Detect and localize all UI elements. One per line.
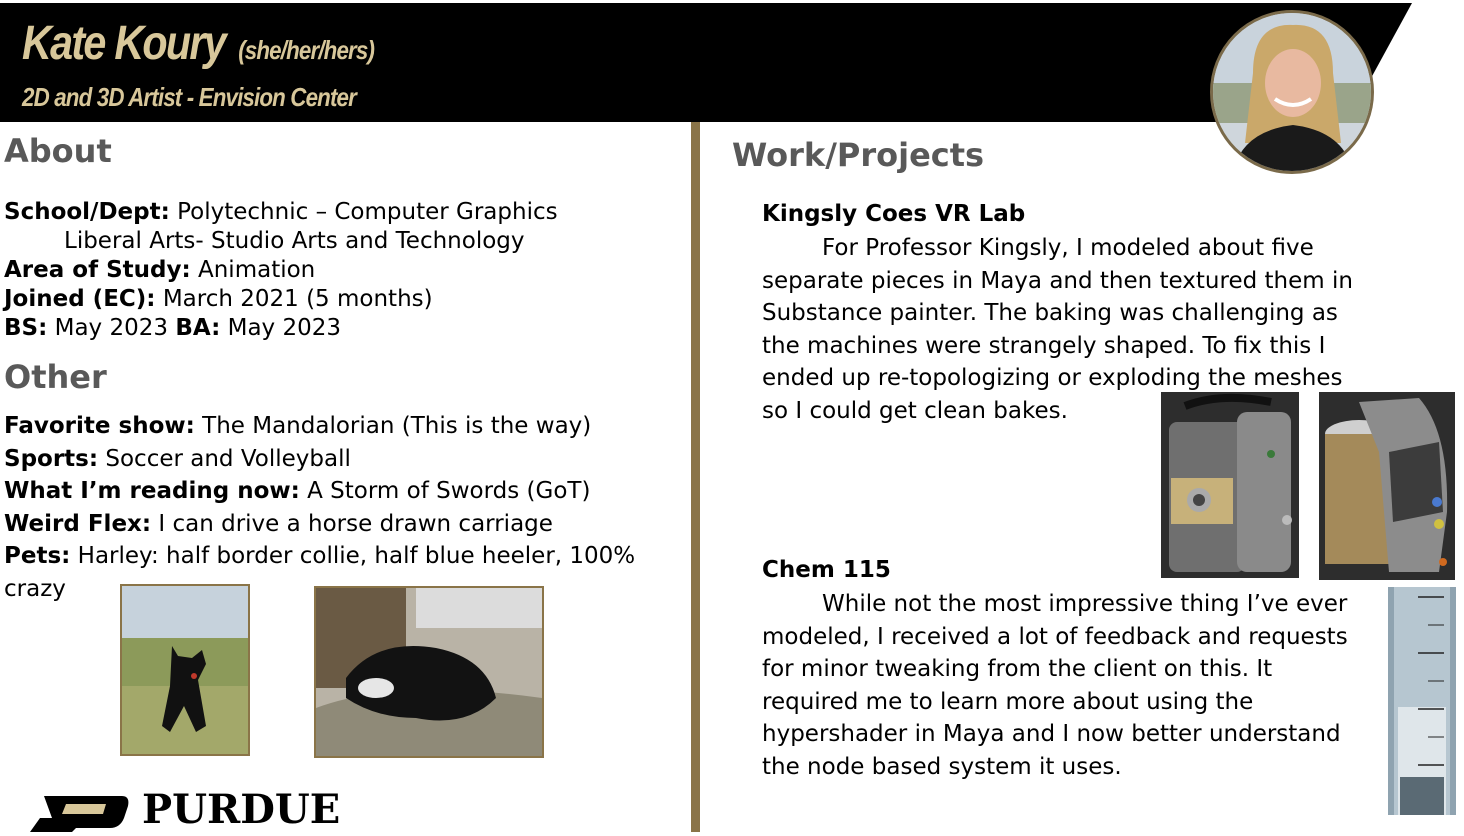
pets-value: Harley: half border collie, half blue heeler, 100% — [77, 543, 636, 569]
project-description-chem: While not the most impressive thing I’ve ever modeled, I received a lot of feedback and requests for minor tweaking from the client on this. It required me to learn more about using the hypershader in Maya and I now better understand the node based system it uses. — [762, 591, 1348, 780]
flex-line — [4, 510, 553, 539]
degree-line — [4, 314, 341, 343]
person-name — [22, 16, 374, 71]
project-description-kingsly: For Professor Kingsly, I modeled about five separate pieces in Maya and then textured them in Substance painter. The baking was challenging as the machines were strangely shaped. To fix this I ended up re-topologizing or exploding the meshes so I could get clean bakes. — [762, 235, 1353, 424]
area-label: Area of Study: — [4, 257, 191, 283]
dog-photo-field-image — [122, 586, 248, 754]
role-title: 2D and 3D Artist - Envision Center — [22, 82, 356, 112]
area-line — [4, 256, 315, 285]
project-title-kingsly: Kingsly Coes VR Lab — [762, 201, 1026, 227]
work-heading: Work/Projects — [732, 136, 985, 174]
sports-label: Sports: — [4, 446, 99, 472]
machine-render-1-image — [1161, 392, 1299, 578]
flex-label: Weird Flex: — [4, 511, 152, 537]
column-divider — [691, 122, 700, 832]
ba-value: May 2023 — [227, 315, 342, 341]
dog-photo-bed-image — [316, 588, 542, 756]
other-heading: Other — [4, 358, 107, 396]
reading-value: A Storm of Swords (GoT) — [307, 478, 591, 504]
show-value: The Mandalorian (This is the way) — [202, 413, 592, 439]
avatar-illustration — [1213, 13, 1371, 171]
school-line — [4, 198, 558, 227]
joined-label: Joined (EC): — [4, 286, 156, 312]
bs-label: BS: — [4, 315, 48, 341]
sports-line — [4, 445, 351, 474]
pronouns: (she/her/hers) — [238, 35, 375, 65]
pets-line — [4, 542, 635, 571]
machine-render-2-image — [1319, 392, 1455, 580]
sports-value: Soccer and Volleyball — [105, 446, 351, 472]
pets-line-2: crazy — [4, 576, 66, 602]
cylinder-render — [1388, 587, 1456, 815]
dog-photo-bed — [314, 586, 544, 758]
avatar — [1210, 10, 1374, 174]
machine-render-2 — [1319, 392, 1455, 580]
about-heading: About — [4, 132, 112, 170]
purdue-logo — [30, 786, 341, 833]
school-value: Polytechnic – Computer Graphics — [177, 199, 558, 225]
person-name-text: Kate Koury — [22, 17, 226, 70]
project-title-chem: Chem 115 — [762, 557, 891, 583]
reading-line — [4, 477, 590, 506]
machine-render-1 — [1161, 392, 1299, 578]
purdue-p-icon — [30, 790, 130, 832]
show-line — [4, 412, 591, 441]
school-line-2: Liberal Arts- Studio Arts and Technology — [64, 228, 525, 254]
flex-value: I can drive a horse drawn carriage — [158, 511, 553, 537]
joined-line — [4, 285, 433, 314]
dog-photo-field — [120, 584, 250, 756]
cylinder-render-image — [1388, 587, 1456, 815]
pets-label: Pets: — [4, 543, 71, 569]
area-value: Animation — [198, 257, 316, 283]
reading-label: What I’m reading now: — [4, 478, 300, 504]
school-label: School/Dept: — [4, 199, 170, 225]
ba-label: BA: — [175, 315, 221, 341]
purdue-wordmark: PURDUE — [142, 786, 341, 833]
joined-value: March 2021 (5 months) — [162, 286, 433, 312]
show-label: Favorite show: — [4, 413, 195, 439]
bs-value: May 2023 — [54, 315, 169, 341]
